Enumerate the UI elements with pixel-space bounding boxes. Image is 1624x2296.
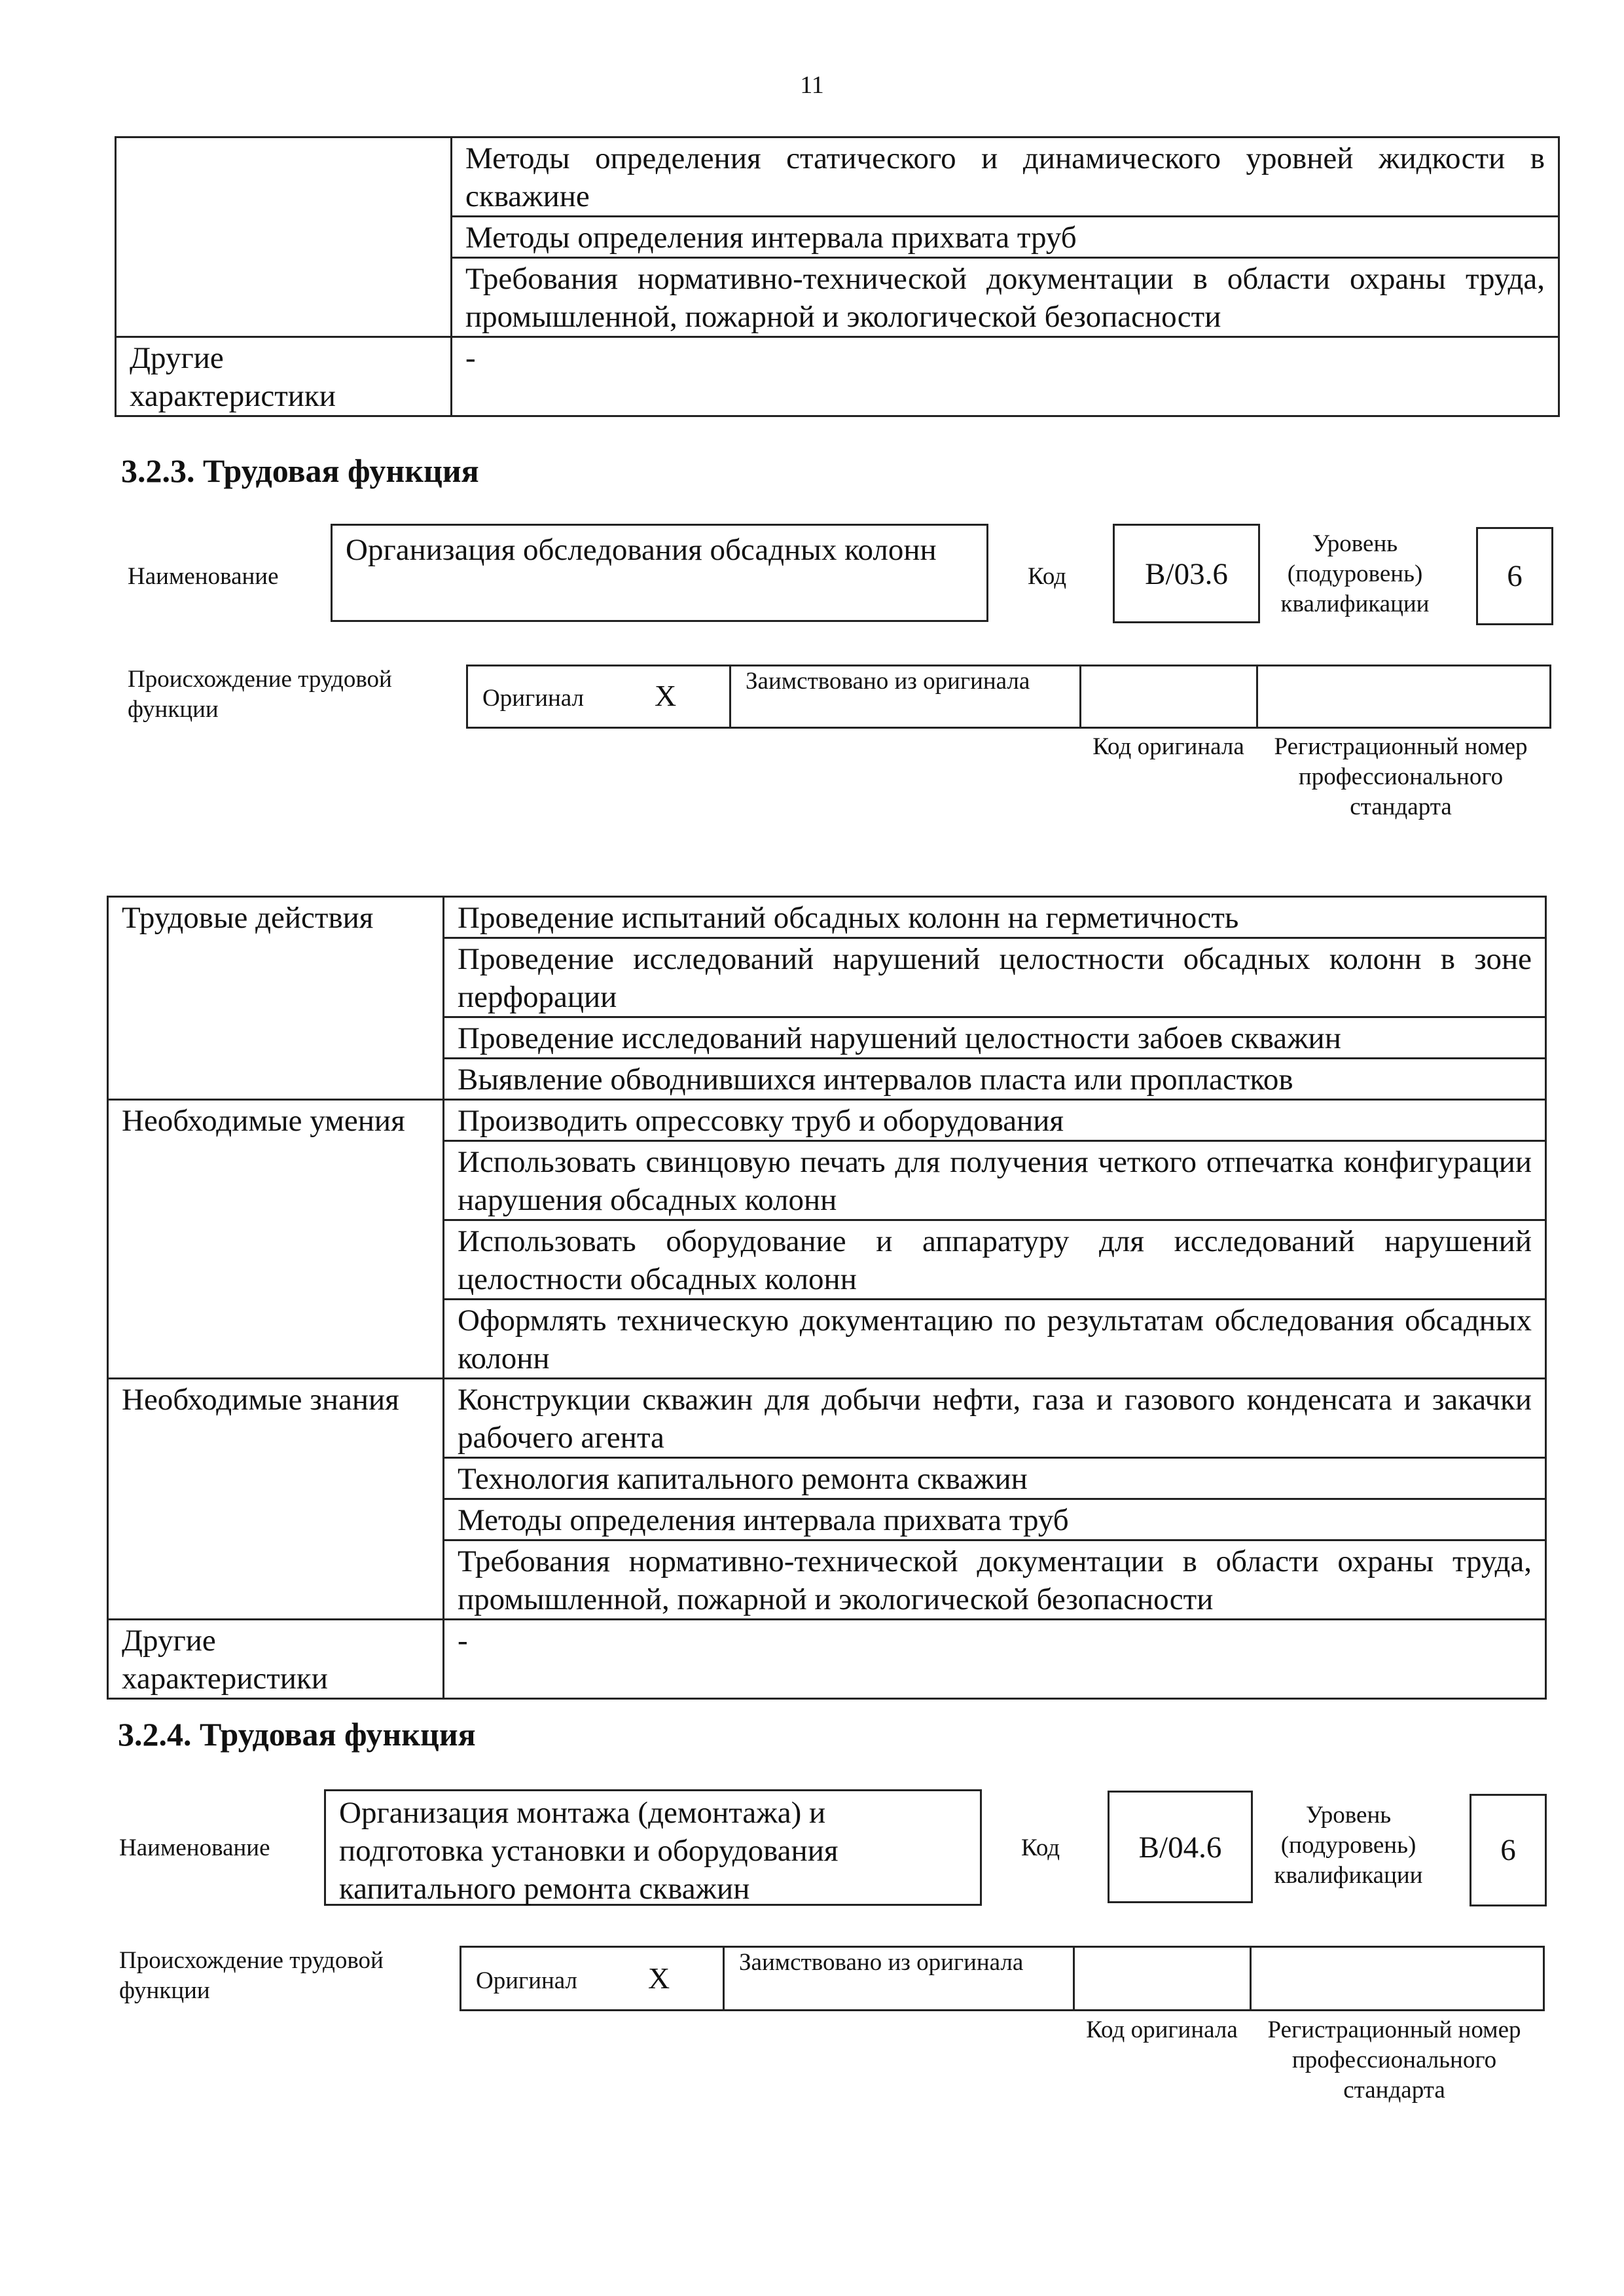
function-table <box>107 896 1547 1700</box>
original-cell <box>461 1948 725 2009</box>
origin-row <box>466 665 1551 729</box>
table-cell: Методы определения интервала прихвата труб <box>452 217 1559 258</box>
origin-label: Происхождение трудовой функции <box>128 666 392 723</box>
origin-row <box>460 1946 1545 2011</box>
code-label: Код <box>1021 1834 1060 1861</box>
section-title: 3.2.3. Трудовая функция <box>121 452 479 489</box>
code-original-caption: Код оригинала <box>1086 2016 1238 2043</box>
section-title: 3.2.4. Трудовая функция <box>118 1716 476 1753</box>
table-cell: Конструкции скважин для добычи нефти, газа и газового конденсата и закачки рабочего агента <box>444 1379 1546 1458</box>
original-mark: X <box>655 679 677 712</box>
code-value-box: B/04.6 <box>1108 1791 1253 1903</box>
table-cell: Производить опрессовку труб и оборудования <box>444 1100 1546 1141</box>
level-label: Уровень (подуровень) квалификации <box>1280 530 1430 617</box>
level-value-box: 6 <box>1476 527 1553 625</box>
name-label: Наименование <box>128 563 279 590</box>
code-label: Код <box>1028 563 1067 590</box>
table-cell: Проведение испытаний обсадных колонн на герметичность <box>444 897 1546 938</box>
code-original-caption: Код оригинала <box>1092 733 1244 760</box>
table-cell: Оформлять техническую документацию по результатам обследования обсадных колонн <box>444 1300 1546 1379</box>
table-cell: Методы определения интервала прихвата труб <box>444 1499 1546 1540</box>
table-cell: Проведение исследований нарушений целостности обсадных колонн в зоне перфорации <box>444 938 1546 1017</box>
table-cell: Методы определения статического и динамического уровней жидкости в скважине <box>452 137 1559 217</box>
borrowed-label: Заимствовано из оригинала <box>725 1948 1075 2009</box>
reg-number-caption: Регистрационный номер профессионального стандарта <box>1267 2016 1521 2104</box>
code-value-box: B/03.6 <box>1113 524 1260 623</box>
top-table <box>115 136 1560 417</box>
reg-number-cell <box>1258 666 1549 727</box>
table-row-label: Другие характеристики <box>116 337 452 416</box>
table-cell: Технология капитального ремонта скважин <box>444 1458 1546 1499</box>
table-row-label: Необходимые знания <box>108 1379 444 1620</box>
reg-number-cell <box>1252 1948 1543 2009</box>
page-number: 11 <box>800 71 824 99</box>
table-row-label: Необходимые умения <box>108 1100 444 1379</box>
table-cell: - <box>444 1620 1546 1699</box>
original-mark: X <box>648 1961 670 1995</box>
table-cell: Выявление обводнившихся интервалов пласта или пропластков <box>444 1059 1546 1100</box>
function-name-box: Организация обследования обсадных колонн <box>331 524 988 622</box>
table-cell: Проведение исследований нарушений целостности забоев скважин <box>444 1017 1546 1059</box>
level-label: Уровень (подуровень) квалификации <box>1274 1802 1423 1889</box>
table-row-label: Другие характеристики <box>108 1620 444 1699</box>
table-cell: Использовать свинцовую печать для получения четкого отпечатка конфигурации нарушения обсадных колонн <box>444 1141 1546 1220</box>
function-name-box: Организация монтажа (демонтажа) и подготовка установки и оборудования капитального ремонта скважин <box>324 1789 982 1906</box>
origin-label: Происхождение трудовой функции <box>119 1947 384 2004</box>
code-original-cell <box>1075 1948 1252 2009</box>
table-row-label: Трудовые действия <box>108 897 444 1100</box>
table-cell: Требования нормативно-технической документации в области охраны труда, промышленной, пожарной и экологической безопасности <box>444 1540 1546 1620</box>
code-original-cell <box>1081 666 1258 727</box>
reg-number-caption: Регистрационный номер профессионального стандарта <box>1274 733 1528 820</box>
table-cell: - <box>452 337 1559 416</box>
borrowed-label: Заимствовано из оригинала <box>731 666 1081 727</box>
original-label: Оригинал <box>482 685 585 712</box>
table-cell: Требования нормативно-технической документации в области охраны труда, промышленной, пожарной и экологической безопасности <box>452 258 1559 337</box>
table-row-label <box>116 137 452 337</box>
table-cell: Использовать оборудование и аппаратуру для исследований нарушений целостности обсадных колонн <box>444 1220 1546 1300</box>
original-cell <box>468 666 731 727</box>
original-label: Оригинал <box>476 1967 578 1994</box>
name-label: Наименование <box>119 1834 270 1861</box>
level-value-box: 6 <box>1470 1794 1547 1906</box>
